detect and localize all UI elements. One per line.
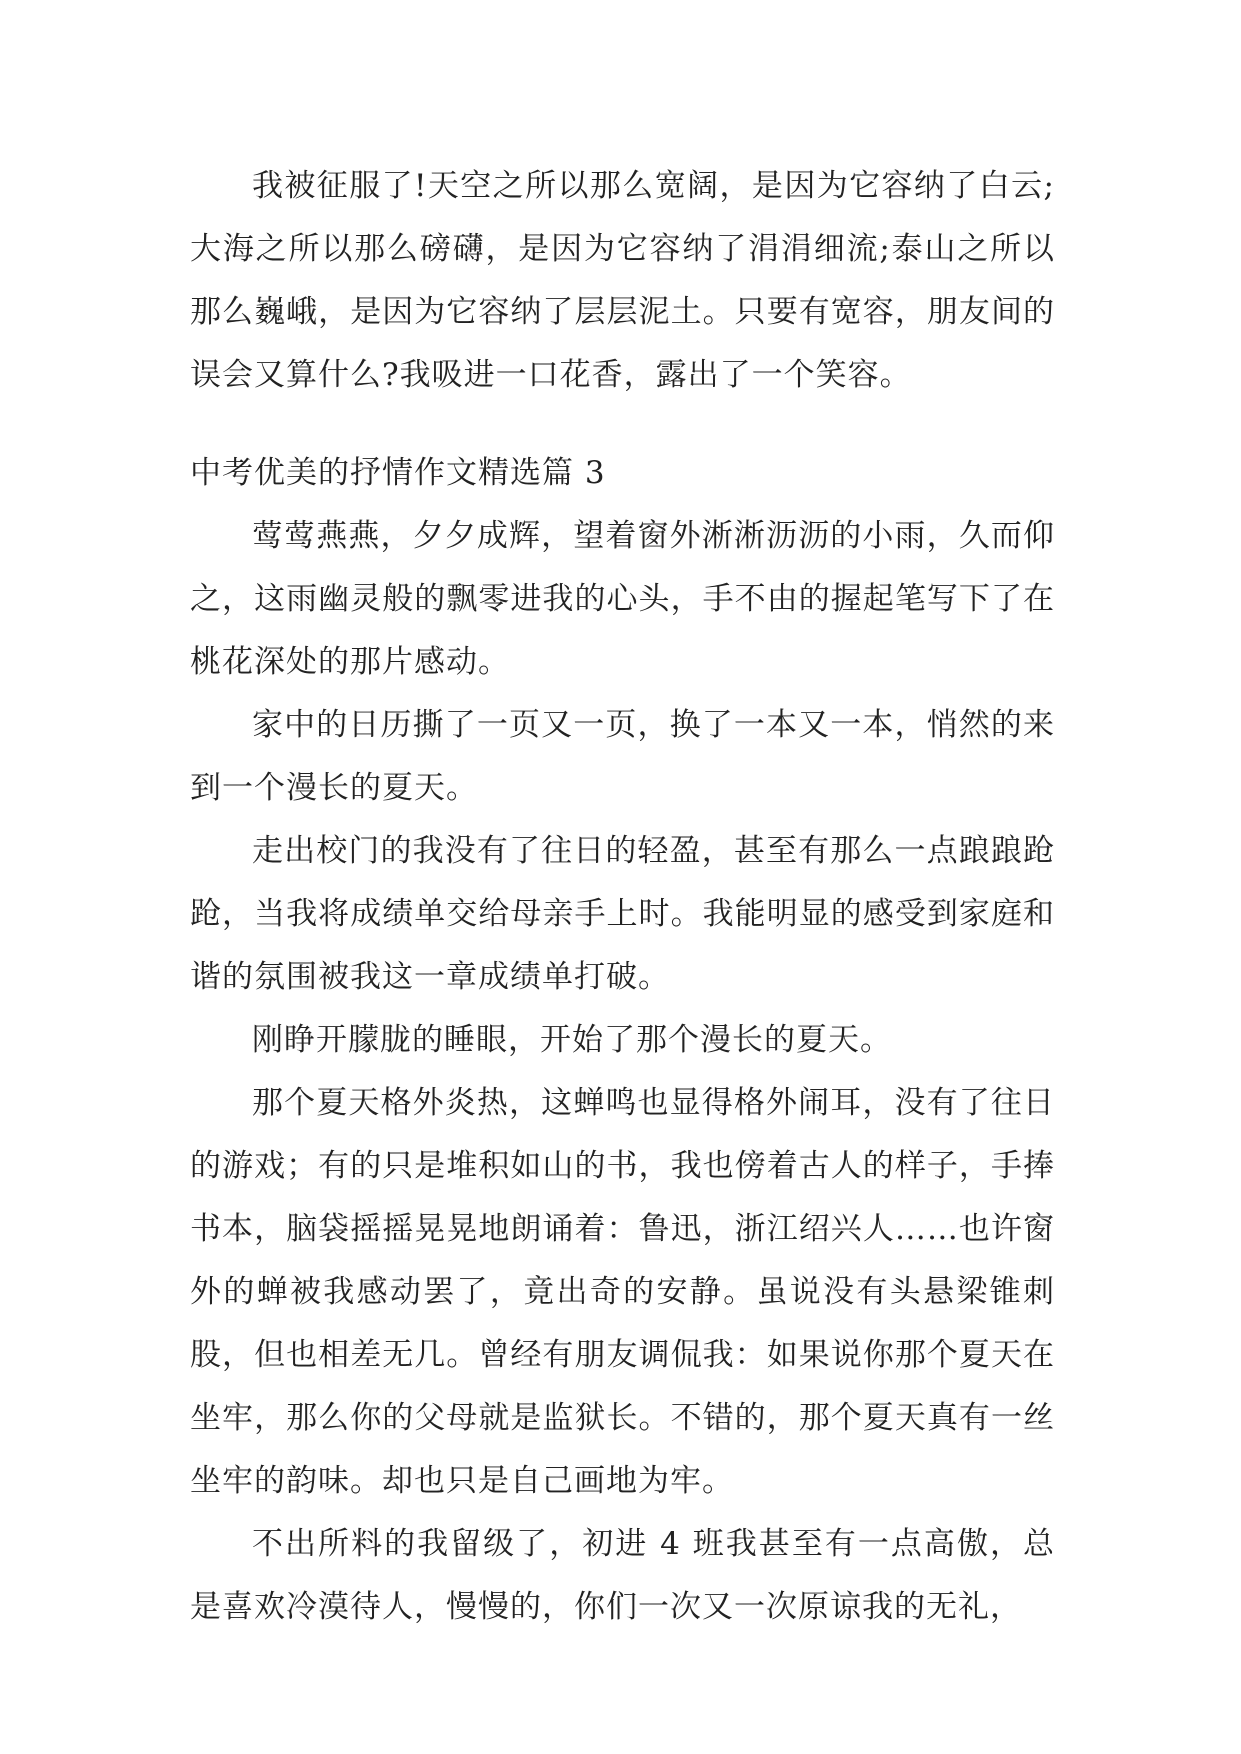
paragraph-1: 莺莺燕燕，夕夕成辉，望着窗外淅淅沥沥的小雨，久而仰之，这雨幽灵般的飘零进我的心头，手不由的握起笔写下了在桃花深处的那片感动。: [190, 518, 1055, 680]
section-heading: 中考优美的抒情作文精选篇 3: [190, 455, 606, 491]
essay-section: [190, 442, 1055, 1639]
paragraph-2: 家中的日历撕了一页又一页，换了一本又一本，悄然的来到一个漫长的夏天。: [190, 707, 1055, 806]
intro-section: [190, 155, 1055, 407]
paragraph-6: 不出所料的我留级了，初进 4 班我甚至有一点高傲，总是喜欢冷漠待人，慢慢的，你们一次又一次原谅我的无礼，: [190, 1526, 1055, 1625]
paragraph-5: 那个夏天格外炎热，这蝉鸣也显得格外闹耳，没有了往日的游戏；有的只是堆积如山的书，我也傍着古人的样子，手捧书本，脑袋摇摇晃晃地朗诵着：鲁迅，浙江绍兴人……也许窗外的蝉被我感动罢了，竟出奇的安静。虽说没有头悬梁锥刺股，但也相差无几。曾经有朋友调侃我：如果说你那个夏天在坐牢，那么你的父母就是监狱长。不错的，那个夏天真有一丝坐牢的韵味。却也只是自己画地为牢。: [190, 1085, 1055, 1499]
paragraph-3: 走出校门的我没有了往日的轻盈，甚至有那么一点踉踉跄跄，当我将成绩单交给母亲手上时。我能明显的感受到家庭和谐的氛围被我这一章成绩单打破。: [190, 833, 1055, 995]
intro-paragraph: 我被征服了!天空之所以那么宽阔，是因为它容纳了白云;大海之所以那么磅礴，是因为它容纳了涓涓细流;泰山之所以那么巍峨，是因为它容纳了层层泥土。只要有宽容，朋友间的误会又算什么?我吸进一口花香，露出了一个笑容。: [190, 168, 1055, 393]
paragraph-4: 刚睁开朦胧的睡眼，开始了那个漫长的夏天。: [252, 1022, 892, 1058]
